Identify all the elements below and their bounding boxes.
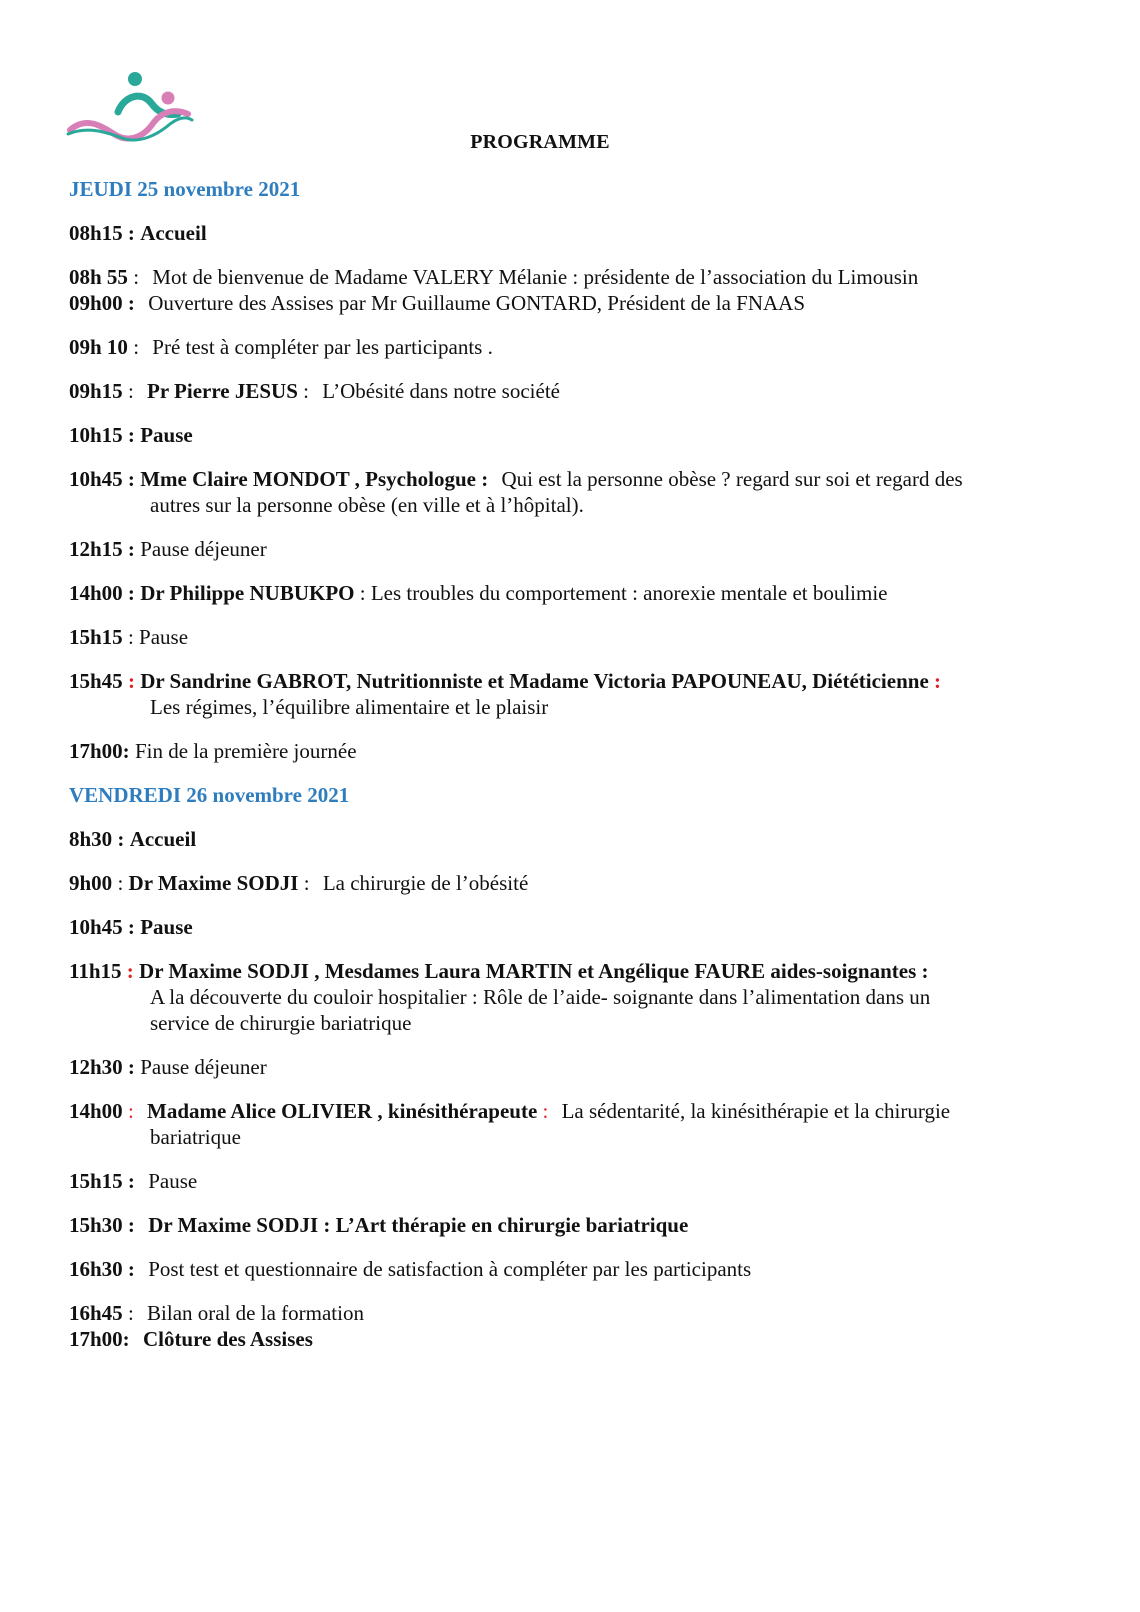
entry-text: Mot de bienvenue de Madame VALERY Mélanie : présidente de l’association du Limousin bbox=[152, 265, 919, 289]
entry-time: 16h45 bbox=[69, 1301, 123, 1325]
entry-text: Clôture des Assises bbox=[142, 1327, 313, 1351]
entry-speaker: Dr Sandrine GABROT, Nutritionniste et Madame Victoria PAPOUNEAU, Diététicienne bbox=[140, 669, 929, 693]
entry-time: 15h45 bbox=[69, 669, 123, 693]
programme-entry bbox=[69, 536, 1069, 562]
entry-text: La sédentarité, la kinésithérapie et la chirurgie bbox=[561, 1099, 951, 1123]
entry-separator: : bbox=[359, 581, 366, 605]
entry-text: Pause déjeuner bbox=[140, 537, 267, 561]
entry-text: Bilan oral de la formation bbox=[147, 1301, 364, 1325]
programme-entry bbox=[69, 1256, 1069, 1282]
programme-entry bbox=[69, 738, 1069, 764]
entry-time: 09h 10 bbox=[69, 335, 128, 359]
programme-entry bbox=[69, 826, 1069, 852]
entry-time: 12h30 : bbox=[69, 1055, 135, 1079]
entry-text: Pause bbox=[140, 423, 193, 447]
entry-text: Les troubles du comportement : anorexie mentale et boulimie bbox=[370, 581, 888, 605]
programme-content bbox=[69, 176, 1069, 1370]
entry-speaker: Mme Claire MONDOT , Psychologue : bbox=[140, 467, 489, 491]
programme-entry bbox=[69, 958, 1069, 1036]
entry-separator: : bbox=[127, 625, 134, 649]
programme-entry bbox=[69, 290, 1069, 316]
entry-text: L’Obésité dans notre société bbox=[322, 379, 560, 403]
entry-time: 10h15 : bbox=[69, 423, 135, 447]
programme-entry bbox=[69, 914, 1069, 940]
entry-time: 15h15 : bbox=[69, 1169, 135, 1193]
programme-entry bbox=[69, 334, 1069, 360]
entry-separator: : bbox=[934, 669, 942, 693]
entry-speaker: Dr Maxime SODJI bbox=[128, 871, 299, 895]
entry-text: Pause déjeuner bbox=[140, 1055, 267, 1079]
entry-time: 16h30 : bbox=[69, 1257, 135, 1281]
programme-entry bbox=[69, 1168, 1069, 1194]
entry-time: 9h00 bbox=[69, 871, 113, 895]
entry-text: La chirurgie de l’obésité bbox=[322, 871, 529, 895]
entry-text: Post test et questionnaire de satisfaction à compléter par les participants bbox=[148, 1257, 752, 1281]
programme-entry bbox=[69, 1326, 1069, 1352]
entry-continuation: service de chirurgie bariatrique bbox=[150, 1011, 412, 1035]
entry-separator: : bbox=[127, 1301, 134, 1325]
entry-time: 10h45 : bbox=[69, 915, 135, 939]
entry-text: Fin de la première journée bbox=[134, 739, 357, 763]
programme-entry bbox=[69, 264, 1069, 290]
entry-text: Ouverture des Assises par Mr Guillaume GONTARD, Président de la FNAAS bbox=[148, 291, 806, 315]
entry-text: Qui est la personne obèse ? regard sur soi et regard des bbox=[501, 467, 963, 491]
entry-continuation: Les régimes, l’équilibre alimentaire et le plaisir bbox=[150, 695, 549, 719]
entry-continuation: autres sur la personne obèse (en ville et à l’hôpital). bbox=[150, 493, 584, 517]
programme-entry bbox=[69, 422, 1069, 448]
entry-time: 12h15 : bbox=[69, 537, 135, 561]
day-heading-thursday: JEUDI 25 novembre 2021 bbox=[69, 177, 301, 201]
entry-text: Pause bbox=[139, 625, 189, 649]
day-heading-friday: VENDREDI 26 novembre 2021 bbox=[69, 783, 350, 807]
entry-time: 09h15 bbox=[69, 379, 123, 403]
programme-entry bbox=[69, 1300, 1069, 1326]
entry-separator: : bbox=[126, 959, 134, 983]
entry-separator: : bbox=[127, 379, 134, 403]
entry-time: 14h00 bbox=[69, 1099, 123, 1123]
programme-entry bbox=[69, 580, 1069, 606]
entry-time: 14h00 : bbox=[69, 581, 135, 605]
entry-separator: : bbox=[117, 871, 124, 895]
entry-time: 15h30 : bbox=[69, 1213, 135, 1237]
programme-entry bbox=[69, 466, 1069, 518]
entry-time: 17h00: bbox=[69, 1327, 130, 1351]
page-title: PROGRAMME bbox=[470, 131, 610, 153]
entry-continuation: A la découverte du couloir hospitalier : Rôle de l’aide- soignante dans l’alimentation dans un bbox=[150, 985, 931, 1009]
entry-time: 15h15 bbox=[69, 625, 123, 649]
entry-time: 08h15 : bbox=[69, 221, 135, 245]
entry-speaker: Madame Alice OLIVIER , kinésithérapeute bbox=[147, 1099, 538, 1123]
programme-entry bbox=[69, 1098, 1069, 1150]
entry-separator: : bbox=[127, 669, 135, 693]
entry-separator: : bbox=[303, 871, 310, 895]
entry-time: 09h00 : bbox=[69, 291, 135, 315]
entry-time: 10h45 : bbox=[69, 467, 135, 491]
entry-text: Pré test à compléter par les participants . bbox=[152, 335, 493, 359]
entry-time: 08h 55 bbox=[69, 265, 128, 289]
programme-entry bbox=[69, 378, 1069, 404]
programme-entry bbox=[69, 624, 1069, 650]
entry-time: 11h15 bbox=[69, 959, 122, 983]
entry-separator: : bbox=[127, 1099, 134, 1123]
entry-separator: : bbox=[303, 379, 309, 403]
entry-text: Pause bbox=[140, 915, 193, 939]
entry-continuation: bariatrique bbox=[150, 1125, 241, 1149]
entry-speaker: Dr Philippe NUBUKPO bbox=[140, 581, 355, 605]
programme-entry bbox=[69, 1212, 1069, 1238]
entry-text: Accueil bbox=[140, 221, 207, 245]
entry-time: 17h00: bbox=[69, 739, 130, 763]
programme-entry bbox=[69, 870, 1069, 896]
entry-text: Dr Maxime SODJI : L’Art thérapie en chirurgie bariatrique bbox=[148, 1213, 689, 1237]
programme-entry bbox=[69, 220, 1069, 246]
entry-speaker: Pr Pierre JESUS bbox=[147, 379, 298, 403]
entry-separator: : bbox=[133, 265, 140, 289]
entry-separator: : bbox=[542, 1099, 549, 1123]
programme-entry bbox=[69, 1054, 1069, 1080]
entry-separator: : bbox=[133, 335, 140, 359]
entry-speaker: Dr Maxime SODJI , Mesdames Laura MARTIN et Angélique FAURE aides-soignantes : bbox=[139, 959, 929, 983]
entry-time: 8h30 : bbox=[69, 827, 125, 851]
entry-text: Pause bbox=[148, 1169, 198, 1193]
programme-entry bbox=[69, 668, 1069, 720]
entry-text: Accueil bbox=[129, 827, 197, 851]
